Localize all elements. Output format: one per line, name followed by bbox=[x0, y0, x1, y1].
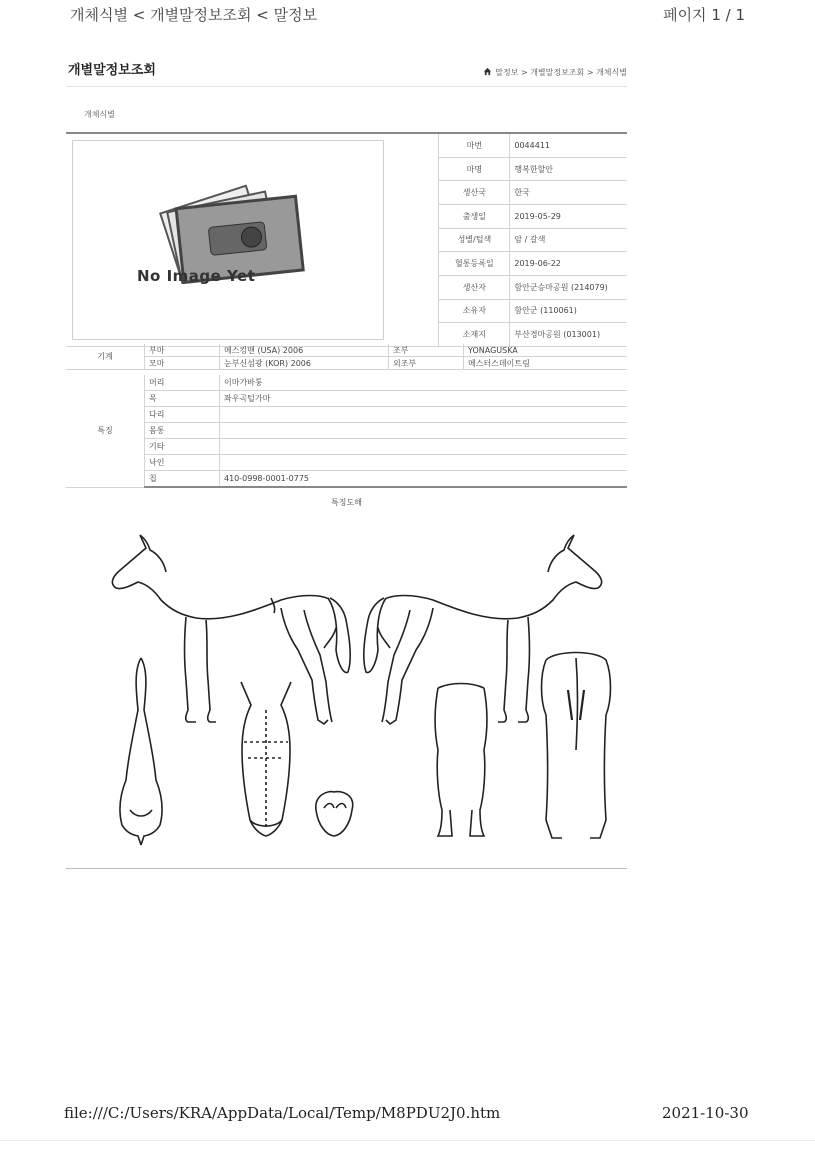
horse-muzzle-figure bbox=[316, 792, 353, 836]
feature-value: 이마가바퉁 bbox=[220, 375, 628, 391]
info-value: 암 / 갈색 bbox=[510, 228, 627, 252]
info-label: 소재지 bbox=[439, 323, 510, 347]
photo-cell bbox=[66, 133, 439, 347]
page-number: 페이지 1 / 1 bbox=[663, 6, 745, 24]
pedigree-value: 메스터스데이트림 bbox=[464, 357, 628, 370]
pedigree-group-label: 기계 bbox=[66, 344, 145, 370]
feature-row bbox=[66, 407, 627, 423]
horse-info-table bbox=[66, 132, 627, 347]
feature-key: 기타 bbox=[145, 439, 220, 455]
feature-value bbox=[220, 439, 628, 455]
horse-head-front-figure bbox=[241, 682, 291, 836]
home-icon[interactable] bbox=[483, 67, 492, 76]
page-bottom-edge bbox=[0, 1140, 815, 1141]
info-label: 마명 bbox=[439, 157, 510, 181]
footer-file-path: file:///C:/Users/KRA/AppData/Local/Temp/M8PDU2J0.htm bbox=[64, 1104, 501, 1122]
pedigree-key: 조부 bbox=[389, 344, 464, 357]
print-header bbox=[70, 4, 745, 24]
pedigree-row bbox=[66, 344, 627, 357]
horse-rear-view-figure bbox=[542, 653, 611, 839]
no-image-text: No Image Yet bbox=[137, 267, 256, 285]
info-value: 함안군 (110061) bbox=[510, 299, 627, 323]
feature-value bbox=[220, 455, 628, 471]
diagram-title: 특징도해 bbox=[331, 498, 362, 507]
feature-row bbox=[66, 375, 627, 391]
pedigree-value: 메스킹맨 (USA) 2006 bbox=[220, 344, 389, 357]
pedigree-key: 외조부 bbox=[389, 357, 464, 370]
info-value: 2019-05-29 bbox=[510, 205, 627, 229]
info-label: 생산국 bbox=[439, 181, 510, 205]
horse-front-legs-figure bbox=[435, 684, 487, 837]
feature-key: 몸통 bbox=[145, 423, 220, 439]
info-label: 혈통등록일 bbox=[439, 252, 510, 276]
feature-value: 좌우곡털가마 bbox=[220, 391, 628, 407]
feature-row bbox=[66, 439, 627, 455]
header-divider bbox=[66, 86, 627, 87]
info-label: 소유자 bbox=[439, 299, 510, 323]
feature-value bbox=[220, 423, 628, 439]
horse-right-side-figure bbox=[364, 535, 602, 724]
pedigree-key: 부마 bbox=[145, 344, 220, 357]
horse-left-side-figure bbox=[112, 535, 350, 724]
pedigree-value: YONAGUSKA bbox=[464, 344, 628, 357]
breadcrumb bbox=[483, 67, 627, 78]
info-value: 한국 bbox=[510, 181, 627, 205]
horse-marking-diagram bbox=[66, 510, 627, 868]
info-value: 부산경마공원 (013001) bbox=[510, 323, 627, 347]
feature-key: 칩 bbox=[145, 471, 220, 488]
info-value: 함안군승마공원 (214079) bbox=[510, 275, 627, 299]
pedigree-table bbox=[66, 344, 627, 370]
feature-value bbox=[220, 407, 628, 423]
features-group-label: 특징 bbox=[66, 375, 145, 487]
info-value: 2019-06-22 bbox=[510, 252, 627, 276]
photo-placeholder-icon bbox=[73, 141, 383, 339]
horse-photo-placeholder bbox=[72, 140, 384, 340]
feature-key: 낙인 bbox=[145, 455, 220, 471]
horse-top-view-figure bbox=[120, 658, 162, 845]
feature-row bbox=[66, 471, 627, 488]
pedigree-key: 모마 bbox=[145, 357, 220, 370]
footer-date: 2021-10-30 bbox=[662, 1104, 749, 1122]
page-title: 개별말정보조회 bbox=[68, 63, 156, 78]
info-value: 0044411 bbox=[510, 133, 627, 157]
features-table bbox=[66, 375, 627, 488]
feature-row bbox=[66, 391, 627, 407]
pedigree-row bbox=[66, 357, 627, 370]
info-label: 마번 bbox=[439, 133, 510, 157]
feature-key: 목 bbox=[145, 391, 220, 407]
breadcrumb-text[interactable]: 말정보 > 개별말정보조회 > 개체식별 bbox=[495, 68, 627, 77]
info-row bbox=[66, 133, 627, 157]
feature-key: 다리 bbox=[145, 407, 220, 423]
feature-value: 410-0998-0001-0775 bbox=[220, 471, 628, 488]
diagram-divider bbox=[66, 868, 627, 869]
feature-row bbox=[66, 455, 627, 471]
info-label: 성별/털색 bbox=[439, 228, 510, 252]
info-value: 행복한할안 bbox=[510, 157, 627, 181]
feature-row bbox=[66, 423, 627, 439]
pedigree-value: 눈부신섬광 (KOR) 2006 bbox=[220, 357, 389, 370]
section-label: 개체식별 bbox=[84, 110, 115, 119]
print-header-title: 개체식별 < 개별말정보조회 < 말정보 bbox=[70, 6, 318, 24]
info-label: 생산자 bbox=[439, 275, 510, 299]
info-label: 출생일 bbox=[439, 205, 510, 229]
feature-key: 머리 bbox=[145, 375, 220, 391]
